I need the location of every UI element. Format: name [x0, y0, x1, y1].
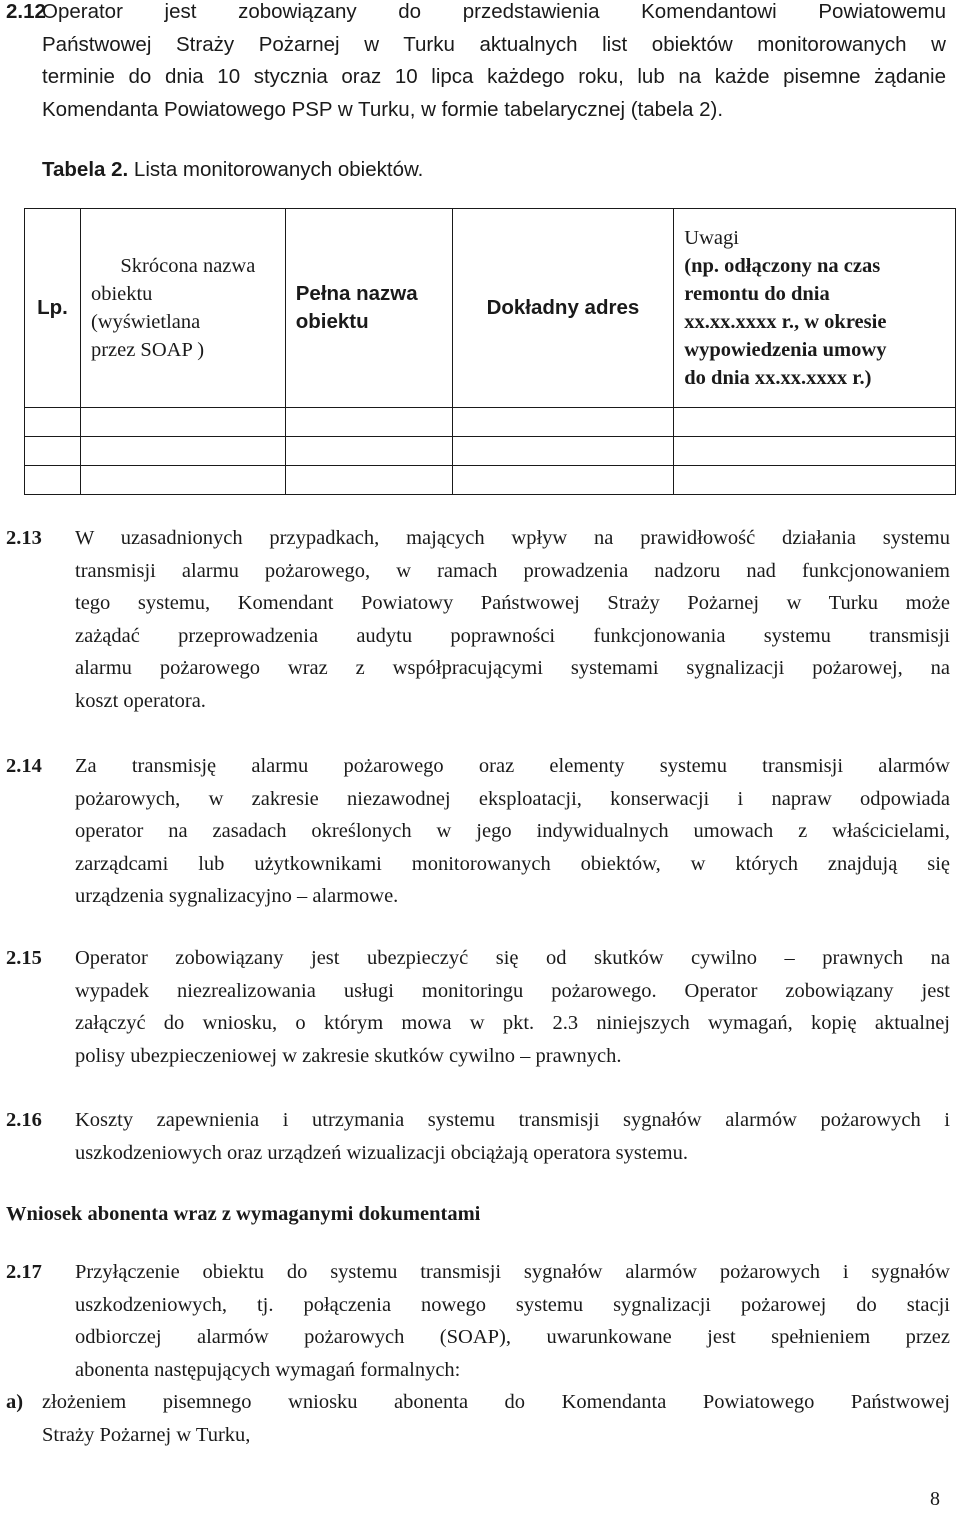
- section-line: terminie do dnia 10 stycznia oraz 10 lipca każdego roku, lub na każde pisemne żądanie: [42, 65, 946, 88]
- header-full-name: [285, 209, 452, 408]
- table-row: [25, 408, 956, 437]
- section-line: uszkodzeniowych oraz urządzeń wizualizacji obciążają operatora systemu.: [75, 1141, 688, 1164]
- table-header-row: [25, 209, 956, 408]
- section-line: Państwowej Straży Pożarnej w Turku aktualnych list obiektów monitorowanych w: [42, 32, 946, 56]
- section-line: Przyłączenie obiektu do systemu transmisji sygnałów alarmów pożarowych i sygnałów: [75, 1261, 950, 1283]
- table-cell: [674, 437, 956, 466]
- section-line: odbiorczej alarmów pożarowych (SOAP), uwarunkowane jest spełnieniem przez: [75, 1326, 950, 1348]
- table-cell: [452, 408, 674, 437]
- section-line: urządzenia sygnalizacyjno – alarmowe.: [75, 885, 399, 907]
- header-line: Uwagi: [684, 227, 739, 249]
- header-line: do dnia xx.xx.xxxx r.): [684, 367, 872, 389]
- table-cell: [674, 408, 956, 437]
- table-cell: [285, 408, 452, 437]
- section-number: 2.12: [6, 0, 46, 23]
- section-number: 2.13: [6, 527, 42, 549]
- section-line: abonenta następujących wymagań formalnych:: [75, 1358, 461, 1381]
- header-line: Skrócona nazwa: [120, 255, 256, 277]
- table-cell: [25, 408, 81, 437]
- header-line: obiektu: [90, 283, 153, 305]
- section-heading: Wniosek abonenta wraz z wymaganymi dokumentami: [6, 1203, 481, 1225]
- header-remarks: [674, 209, 956, 408]
- table-row: [25, 437, 956, 466]
- table-caption-label: Tabela 2.: [42, 158, 129, 181]
- section-line: Operator zobowiązany jest ubezpieczyć się od skutków cywilno – prawnych na: [75, 947, 950, 969]
- section-line: uszkodzeniowych, tj. połączenia nowego systemu sygnalizacji pożarowej do stacji: [75, 1293, 950, 1316]
- header-address: Dokładny adres: [452, 209, 674, 408]
- header-line: (wyświetlana: [90, 311, 201, 333]
- list-item-line: złożeniem pisemnego wniosku abonenta do Komendanta Powiatowego Państwowej: [42, 1391, 950, 1413]
- header-lp: Lp.: [25, 209, 81, 408]
- table-cell: [80, 437, 285, 466]
- table-cell: [25, 437, 81, 466]
- list-marker: a): [6, 1391, 24, 1413]
- section-line: alarmu pożarowego wraz z współpracującymi systemami sygnalizacji pożarowej, na: [75, 657, 950, 679]
- table-caption: [42, 158, 423, 182]
- table-cell: [80, 408, 285, 437]
- header-line: przez SOAP ): [90, 339, 205, 361]
- header-line: remontu do dnia: [684, 283, 830, 305]
- section-number: 2.17: [6, 1261, 42, 1283]
- section-line: wypadek niezrealizowania usługi monitoringu pożarowego. Operator zobowiązany jest: [75, 979, 950, 1002]
- section-line: koszt operatora.: [75, 689, 206, 712]
- page-number: 8: [930, 1488, 940, 1510]
- section-line: Operator jest zobowiązany do przedstawienia Komendantowi Powiatowemu: [42, 0, 946, 23]
- table-cell: [674, 466, 956, 495]
- section-number: 2.16: [6, 1109, 42, 1131]
- section-line: pożarowych, w zakresie niezawodnej eksploatacji, konserwacji i napraw odpowiada: [75, 787, 950, 810]
- section-line: Komendanta Powiatowego PSP w Turku, w formie tabelarycznej (tabela 2).: [42, 97, 724, 121]
- table-cell: [452, 437, 674, 466]
- header-line: obiektu: [295, 310, 369, 333]
- section-line: W uzasadnionych przypadkach, mających wpływ na prawidłowość działania systemu: [75, 527, 950, 549]
- table-cell: [25, 466, 81, 495]
- section-number: 2.14: [6, 755, 42, 777]
- header-line: wypowiedzenia umowy: [684, 339, 887, 361]
- table-cell: [285, 437, 452, 466]
- list-item-line: Straży Pożarnej w Turku,: [42, 1423, 251, 1446]
- header-line: (np. odłączony na czas: [684, 255, 881, 277]
- section-line: zażądać przeprowadzenia audytu poprawności funkcjonowania systemu transmisji: [75, 624, 950, 647]
- header-line: Pełna nazwa: [295, 282, 418, 305]
- table-cell: [80, 466, 285, 495]
- section-line: tego systemu, Komendant Powiatowy Państwowej Straży Pożarnej w Turku może: [75, 592, 950, 614]
- objects-table: [24, 208, 956, 495]
- header-line: xx.xx.xxxx r., w okresie: [684, 311, 887, 333]
- table-cell: [285, 466, 452, 495]
- table-row: [25, 466, 956, 495]
- header-short-name: [80, 209, 285, 408]
- section-line: operator na zasadach określonych w jego indywidualnych umowach z właścicielami,: [75, 820, 950, 842]
- section-line: Za transmisję alarmu pożarowego oraz elementy systemu transmisji alarmów: [75, 755, 950, 777]
- section-line: polisy ubezpieczeniowej w zakresie skutków cywilno – prawnych.: [75, 1044, 622, 1067]
- section-number: 2.15: [6, 947, 42, 969]
- section-line: zarządcami lub użytkownikami monitorowanych obiektów, w których znajdują się: [75, 852, 950, 875]
- section-line: załączyć do wniosku, o którym mowa w pkt. 2.3 niniejszych wymagań, kopię aktualnej: [75, 1012, 950, 1034]
- section-line: transmisji alarmu pożarowego, w ramach prowadzenia nadzoru nad funkcjonowaniem: [75, 559, 950, 582]
- table-cell: [452, 466, 674, 495]
- table-caption-text: Lista monitorowanych obiektów.: [133, 158, 424, 181]
- section-line: Koszty zapewnienia i utrzymania systemu transmisji sygnałów alarmów pożarowych i: [75, 1109, 950, 1131]
